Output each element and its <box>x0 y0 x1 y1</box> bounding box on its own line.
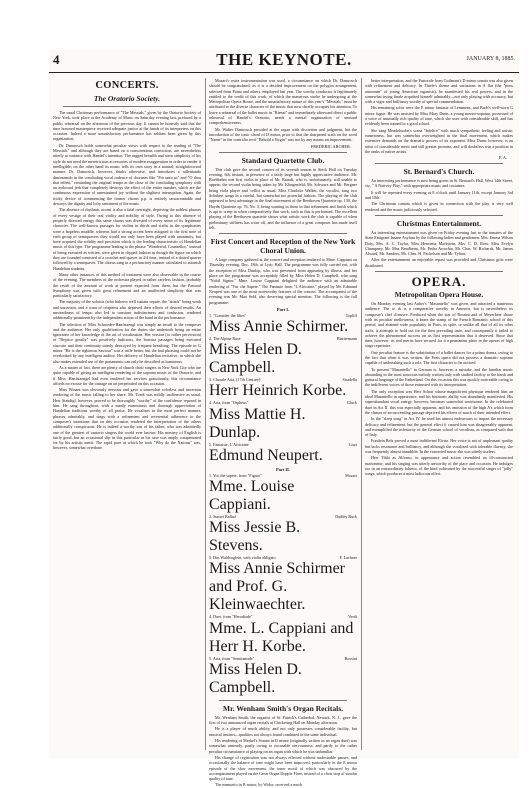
programme-composer: Gluck <box>346 400 357 406</box>
programme-part-label: Part I. <box>276 306 290 312</box>
article-paragraph: Mr. Walter Damrosch presided at the organ with discretion and judgment, but the introduction of the tonic chord of D minor, prior to that the sharpened sixth on the word "Name" in the contralto recit "Behold a Virgin" was not by any means an improvement. <box>209 126 357 143</box>
article-heading-quartette-club: Standard Quartette Club. <box>241 155 325 165</box>
programme-composer: F. Lachner <box>339 555 357 561</box>
programme-performer: Miss Mattie H. Dunlap. <box>209 405 306 441</box>
programme-item <box>209 473 357 514</box>
programme-item <box>209 400 357 441</box>
article-paragraph: A large company gathered at the concert and reception tendered to Mme. Cappiani on Thursday evening, Dec. 18th, at Lyric Hall. The programme was fully carried out, with the exception of Miss Dunlop, who was prevented from appearing by illness, and her place on the programme was acceptably filled by Miss Helen D. Campbell, who sang "Nobil Signor." Mme. Louise Cappiani delighted the audience with an admirable rendering of "Vui che Sapete." The Fantasie from "L'Africaine," played by Mr. Edmund Neupert was one of the most noteworthy features of the concert. The accompanist of the evening was Mr. Max Seld, also deserving special mention. The following is the full programme: <box>209 257 357 305</box>
divider <box>375 271 503 272</box>
programme-composer: Topliff <box>345 312 357 318</box>
page-header <box>49 50 519 73</box>
article-paragraph: On Monday evening last Auber's "Masaniello" was given, and attracted a numerous audience. The w. rk is a comparative novelty in America, but is nevertheless its composer's chef d'oeuvre. Produced when the star of Rossini and of Meyerbeer shone with its peculiar mellowness, it bears the stamp of the French Romantic school of this period, and attained wide popularity in Paris, in spite, or unlike all that of all its other traits, it attempts to hold out for the then prevailing taste, and consequently it failed to achieve the phenomenal success on its first representation that it deserved. Since that time, however, its real merits have secured for it a permanent place in the operas of high stage repertoire. <box>365 301 513 349</box>
article-paragraph: The menuetto in B minor, by Widor, received a much <box>215 782 303 788</box>
article-paragraph: The absence of rhythmic accent is also a fatal oversight, depriving the noblest phrases of every vestige of their real virility and nobility of style. Owing to this absence of properly directed energy this same chorus was divested of every sense of its legitimate character. The well-known passages for violins in thirds and sixths in the symphonies were a hopeless muddle, whereas had a strong accent been assigned to the first note of each group of semiquavers they would not only have been played with unanimity, but have acquired the solidity and precision which is the leading characteristic of Handelian music of this type. The programme leading to the phrase "Wonderful, Counsellor," instead of being executed as written, were given in clipped fashion as though the figure on which they are founded consisted of a crotchet and quaver in 4/4 time, instead of a dotted quaver followed by a semiquaver. The chorus sang in a perfunctory manner calculated to astonish Handelian students. <box>53 207 201 271</box>
article-paragraph: His remaining solos were the E minor fantasia of Lemmens, and Bach's well-worn G minor fugue. He was assisted by Miss Mary Dunn, a young mezzo-soprano, possessed of a voice of unusually rich quality of tone, which she uses with considerable skill, and has evidently been trained in a good school. <box>365 105 513 127</box>
article-paragraph: The only exception was Herr Schott whose magnificent physique rendered him an ideal Masaniello in appearance, and his histrionic ability was abundantly manifested. His superabundant vocal energy, however, becomes somewhat wearisome. In the celebrated duet in Act II. this was especially apparent, and his omission of the high A's which form the climax of an succeeding passage deprived his efforts of much of their intended effect. <box>365 388 513 415</box>
article-paragraph: His rendering of Merkel's Sonata in D minor (originally written as an organ duet) was somewhat unsteady, partly owing to excusable nervousness, and partly to the rather peculiar circumstance of playing on an organ with which he was unfamiliar. <box>209 738 357 754</box>
article-heading-church: St. Bernard's Church. <box>403 167 475 177</box>
article-paragraph: An interesting performance is now being given in St. Bernard's Hall, West 14th Street, viz, " A Nativity Play," with appropriate music and costumes. <box>365 178 513 189</box>
column-rule <box>361 78 362 750</box>
programme-performer: Miss Annie Schirmer. <box>209 318 349 335</box>
article-paragraph: Herr Tibbi as Alfonso, in appearance and action resembled an ill-constructed marionette, and his singing was utterly unworthy of the place and occasion. He indulges too in an extraordinary falsetto, of the kind cultivated by the successful singer of "jolly" songs, which produces a most ludicrous effect. <box>365 455 513 477</box>
programme-title: 5. Fantaisie, L'Africaine <box>209 441 249 447</box>
divider <box>219 700 347 701</box>
programme-item <box>209 377 357 400</box>
article-paragraph: Many other instances of this method of treatment were also observable in the course of the evening. The members of the orchestra played in rather careless fashion, probably the result of the amount of work at present expected from them, but the Pastoral Symphony was given with great refinement and an unaffected simplicity that was particularly satisfactory. <box>53 271 201 299</box>
column-rule <box>205 78 206 750</box>
article-heading-christmas: Christmas Entertainment. <box>396 218 482 228</box>
article-paragraph: The Christmas cantata which is given in connection with the play is very well rendered and the music judiciously selected. <box>365 201 513 212</box>
column-1 <box>53 78 201 750</box>
article-paragraph: Mr. Wenham Smith, the organist of St. Patrick's Cathedral, Newark, N. J., gave the first of two announced organ recitals at Chickering Hall on Monday afternoon. <box>209 714 357 726</box>
programme-item <box>209 442 357 465</box>
article-paragraph: In the "sleep song" in Act IV. he used his utmost endeavours to impart the necessary delicacy and refinement, but the general effect it caused him was disagreeably apparent, and exemplified the inferiority of the German school of vocalism, as compared with that of Italy. <box>365 416 513 438</box>
section-heading-opera: OPERA. <box>411 274 467 290</box>
programme-item <box>209 656 357 697</box>
programme-title: 1. Voi che sapete, from "Figaro" <box>209 472 262 478</box>
programme-performer: Miss Jessie B. Stevens. <box>209 519 301 555</box>
programme-item <box>209 514 357 555</box>
programme-title: 3. Das Waldvoglein, with violin obligato <box>209 555 276 561</box>
concert-programme <box>209 307 357 697</box>
programme-item <box>209 555 357 614</box>
programme-composer: Dudley Buck <box>335 514 357 520</box>
divider <box>375 163 503 164</box>
programme-composer: Verdi <box>348 614 357 620</box>
article-paragraph: As a matter of fact, there are plenty of church choir singers in New York City who are quite capable of giving an intelligent rendering of the soprano music of the Oratorio, and if Miss. Hanfstaengel had even rendered her services gratuitously, this circumstance affords no excuse for the outrage on art perpetrated on this occasion. <box>53 364 201 386</box>
divider <box>63 106 191 107</box>
divider <box>219 233 347 234</box>
article-paragraph: She sang Mendelssohn's scena "Infelice" with much sympathetic feeling and artistic earnestness, but was somewhat overweighted in the final movement, which makes extensive demands on the dramatic powers of its exponent. Miss Dunn, however, is an artist of considerable merit and still greater promise, and will doubtless win a position in the ranks of native artists. <box>365 127 513 154</box>
article-paragraph: Mozart's extra instrumentation was used, a circumstance on which Dr. Damrosch should be congratulated, as it is a decided improvement on the polyglot arrangement, selected from Franz and others, employed last year. The worthy conductor is legitimately entitled to the credit of this work, of which the numerous stroke he undergoing at the Metropolitan Opera House, and the unsatisfactory nature of this year's "Messiah," must be attributed to the diverse character of the music that now chiefly occupies his attention. To leave a rehearsal of the ballet music in "Rienzi" and immediately afterward direct a public rehearsal of Handel's Oratorio, needs a mental organization of unusual comprehensiveness. <box>209 78 357 126</box>
article-heading-oratorio-society: The Oratorio Society. <box>93 94 161 103</box>
article-paragraph: Fraulein Belz proved a most indifferent Elvira. Her voice is not of unpleasant quality but lacks resonance and brilliancy, and although she vocalized with tolerable fluency, she was frequently almost inaudible. In the concerted music she was utterly useless. <box>365 438 513 455</box>
article-paragraph: His change of registration was not always effected without undesirable pauses, and occasionally the balance of tone might have been improved, particularly in the E minor episode of the slow movement, the tenor motif of which was obscured by the accompaniment played on the Great Organ Dopple Flute, instead of a choir stop of similar quality of tone. <box>209 754 357 782</box>
programme-composer: Liszt <box>348 441 357 447</box>
programme-title: 1. "Consider the lilies" <box>209 312 247 318</box>
programme-title: 4. Aria, from "Orpheus" <box>209 400 249 406</box>
programme-composer: Stradella <box>342 377 357 383</box>
article-signature: F. A. <box>498 155 507 161</box>
column-2 <box>209 78 357 788</box>
article-heading-metropolitan: Metropolitan Opera House. <box>394 290 484 300</box>
programme-composer: Mozart <box>345 472 357 478</box>
article-paragraph: The selection of Miss Schroeder-Hanfstaengl was simply an insult to the composer and the audience. Her only qualification for the duties she undertook being an entire ignorance of her knowledge of the art of vocalization. Her version (or rather perversion) of "Rejoice greatly" was positively ludicrous, the bravura passages being executed staccato and their continuity utterly destroyed by frequent breathing. The episode in G minor "He is the righteous Saviour" was a trifle better, but the bad phrasing could not be overlooked by any intelligent auditor. Her delivery of Handelian recitative, in which she also makes extended use of the portamento can only be described as humorous. <box>53 321 201 364</box>
programme-performer: Miss Helen D. Campbell. <box>209 660 302 696</box>
programme-title: 3. Chorale Aria, (17th Century) <box>209 377 261 383</box>
programme-composer: Rossini <box>344 655 357 661</box>
programme-item <box>209 614 357 655</box>
article-paragraph: This club gave the second concert of its seventh season in Steck Hall on Tuesday evening, 6th, instant, in presence of a fairly large but highly appreciative audience. Mr. Boebbelen was first violin in place of Mr. Brandt, who is, unfortunately, still unable to appear; the second violin being taken by Mr. Klingenfeld; Mr. Schwarz and Mr. Bergner being viola player and 'cellist as usual. Miss Charlotte Walker, the vocalist, sang two Schubert songs in a careful, but somewhat too powerful fashion. The playing of the club appeared to best advantage in the final movement of the Beethoven Quartette op. 130, the Haydn Quartette op. 76, No. 3, being wanting in those in that refinement and finish which is apt to creep in when comparatively thin work, such as this is performed. The excellent playing of the Beethoven quartette shows what artistic work the club is capable of when preliminary stiffness has worn off, and the influence of a great composer has made itself felt. <box>209 166 357 230</box>
programme-performer: Mme. Louise Cappiani. <box>209 478 295 514</box>
article-paragraph: One peculiar feature is the substitution of a ballet dancer for a prima donna, owing to the fact that when it was written, the Paris opera did not possess a dramatic soprano capable of undertaking such a role. The first character to be noticed. <box>365 349 513 366</box>
article-paragraph: The usual Christmas performance of "The Messiah," given by the Oratorio Society of New York, took place at the Academy of Music on Saturday evening last, prefaced by a public rehearsal on the afternoon of the previous day. It cannot be honestly said that the time honored masterpiece received adequate justice at the hands of its interpreters on this occasion. Indeed a more unsatisfactory performance has seldom been given by this organization. <box>53 110 201 142</box>
page-number: 4 <box>53 52 60 67</box>
article-paragraph: To present "Masaniello" in German is, however, a mistake, and the familiar music abounding in the most sonorous melody written only with studied facility to the harsh and guttural language of the Fatherland. On this occasion this was quickly noticeable owing to the indifferent voices of those entrusted with its interpretation. <box>365 366 513 388</box>
programme-part-label: Part II. <box>276 466 290 472</box>
divider <box>375 215 503 216</box>
column-3 <box>365 78 513 750</box>
issue-date: JANUARY 8, 1885. <box>466 56 515 62</box>
article-paragraph: The majority of the soloists (who hitherto well sustain repute, the "attack" being weak and uncertain, and a want of crispness also deprived their efforts of desired results. An unsteadiness of tempo also led to constant indistinctness and confusion, rendered additionally prominent by the independent action of the band in the performance. <box>53 299 201 321</box>
programme-performer: Miss Annie Schirmer and Prof. G. Kleinwaechter. <box>209 560 345 614</box>
article-heading-choral-union: First Concert and Reception of the New York Choral Union. <box>210 237 356 256</box>
programme-title: 2. The Alpine Rose <box>209 336 241 341</box>
article-paragraph: It will be repeated every evening at 8 o'clock until January 11th, except January 3rd and 10th. <box>365 189 513 201</box>
programme-title: 4. Duet, from "Herodiade" <box>209 614 253 620</box>
article-paragraph: An interesting entertainment was given on Friday evening last to the inmates of the State Emigrant Insane Asylum by the following ladies and gentlemen: Mrs. Emma Wilson Doty, Mrs. A. C. Taylor, Miss Henrietta Markstein, Mrs. C. D. Ross, Miss Evelyn Champney, Mr. Max Bendheim, Mr. Pedro Arrochia, Mr. Chas. W. Richards, Mr. James Alward, Mr. Sanders, Mr. Chas. H. Pachelson and Mr. Tylton. <box>365 229 513 257</box>
section-heading-concerts: CONCERTS. <box>95 80 159 91</box>
article-heading-organ-recitals: Mr. Wenham Smith's Organ Recitals. <box>222 703 343 713</box>
programme-performer: Edmund Neupert. <box>209 446 323 464</box>
programme-item <box>209 336 357 377</box>
article-paragraph: better interpretation, and the Pastorale from Guilmant's D minor sonata was also given with refinement and delicacy. In Thiele's theme and variations in A flat (the "pons asinorum" of young American organists), he manifested his real powers, and in the somewhat trying finale acquitted himself admirably—not only playing with accuracy, but with a vigor and brilliancy worthy of special commendation. <box>365 78 513 105</box>
programme-performer: Mme. L. Cappiani and Herr H. Korbe. <box>209 619 354 655</box>
article-paragraph: After the entertainment an enjoyable repast was provided and Christmas gifts were distributed. <box>365 257 513 268</box>
programme-title: 5. Aria, from "Semiramide" <box>209 655 255 661</box>
programme-item <box>209 313 357 336</box>
article-paragraph: Dr. Damrosch holds somewhat peculiar views with respect to the reading of "The Messiah," and although they are based on a conscientious conviction, are nevertheless utterly at variance with Handel's intention. The ragged breadth and stern simplicity of his style do not need the meretricious accessories of modern exaggeration in order to render it intelligible; on the other hand its music tells its own story in a natural, straightforward manner. Dr. Damrosch, however, thinks otherwise, and introduces a rallentando diminuendo in the concluding vocal cadence of choruses like "For unto us" and "O thou that tellest," reminding the original tempo at the close of the concluding symphony with an awkward jerk that completely destroys the effect of the entire number, which are the continuous expression of unrestrained joy without the slightest interruption. Again, the tricky device of commencing the former chorus p.p. is entirely unwarrantable and destroys the dignity and lofty sentiment of the music. <box>53 142 201 207</box>
article-paragraph: Miss Winant was obviously nervous and gave a somewhat colorless and uncertain rendering of the music falling to her share. Mr. Toedt was mildly inoffensive as usual. Herr Staudigl, however, proved to be thoroughly "worthy" of the confidence reposed in him. He sang throughout, with a manly earnestness and thorough appreciation of Handelian traditions worthy of all praise. He vocalizes in the most perfect manner, phrases admirably, and sings with a refinement and reverential adherence to the composer's intentions that on this occasion rendered the interpretation of the others additionally conspicuous. He is indeed a worthy son of his father, who was admittedly one of the greatest of oratorio singers the world ever known. His mastery of English is fairly good, but an occasional slip in this particular in his case was amply compensated for by his artistic merit. The rapid pace at which he took "Why do the Nations" was, however, somewhat overdone. <box>53 387 201 451</box>
programme-performer: Miss Helen D. Campbell. <box>209 341 302 377</box>
programme-title: 2. Sunset Ballad <box>209 514 236 520</box>
article-signature: FREDERIC ARCHER. <box>310 143 351 149</box>
divider <box>219 152 347 153</box>
programme-composer: Blattermann <box>336 336 357 341</box>
newspaper-page <box>49 50 519 788</box>
masthead: THE KEYNOTE. <box>216 50 352 69</box>
article-paragraph: He is a player of much ability, and not only possesses considerable facility, but musical instinct—qualities not always found combined in the same individual. <box>209 726 357 737</box>
programme-performer: Herr Heinrich Korbe. <box>209 382 347 400</box>
